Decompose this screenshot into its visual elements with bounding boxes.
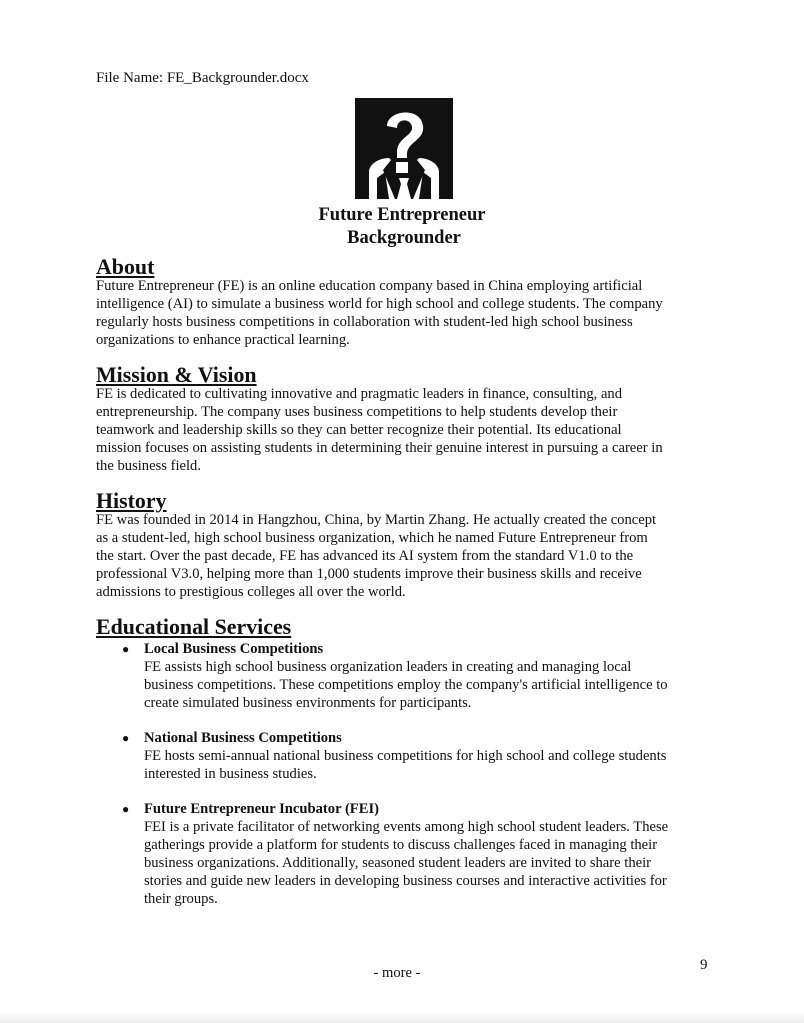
- text-line: the business field.: [96, 458, 201, 474]
- bullet-icon: ●: [122, 642, 130, 656]
- document-body: [96, 254, 716, 925]
- service-description: [144, 658, 716, 712]
- text-line: create simulated business environments for participants.: [144, 695, 472, 711]
- section-body-about: [96, 277, 716, 349]
- document-title-line-2: Backgrounder: [347, 228, 461, 248]
- text-line: FEI is a private facilitator of networking events among high school student leaders. These: [144, 819, 669, 835]
- bullet-icon: ●: [122, 731, 130, 745]
- service-name: Future Entrepreneur Incubator (FEI): [144, 801, 379, 817]
- service-name: National Business Competitions: [144, 730, 342, 746]
- section-about: [96, 254, 716, 349]
- question-mark-person-icon: [355, 98, 453, 199]
- file-name-label: File Name: FE_Backgrounder.docx: [96, 70, 309, 86]
- page-number: 9: [700, 957, 708, 973]
- text-line: entrepreneurship. The company uses business competitions to help students develop their: [96, 404, 618, 420]
- service-description: [144, 747, 716, 783]
- section-heading-about: About: [96, 254, 155, 279]
- section-body-history: [96, 511, 716, 601]
- section-mission-vision: [96, 362, 716, 475]
- text-line: FE hosts semi-annual national business competitions for high school and college students: [144, 748, 667, 764]
- text-line: their groups.: [144, 891, 218, 907]
- text-line: Future Entrepreneur (FE) is an online education company based in China employing artificial: [96, 278, 643, 294]
- section-heading-educational-services: Educational Services: [96, 614, 292, 639]
- service-name: Local Business Competitions: [144, 641, 324, 657]
- text-line: mission focuses on assisting students in determining their genuine interest in pursuing a career in: [96, 440, 663, 456]
- text-line: as a student-led, high school business organization, which he named Future Entrepreneur from: [96, 530, 648, 546]
- more-marker: - more -: [373, 965, 421, 981]
- bullet-icon: ●: [122, 802, 130, 816]
- section-educational-services: [96, 614, 716, 908]
- section-heading-mission-vision: Mission & Vision: [96, 362, 257, 387]
- text-line: FE assists high school business organization leaders in creating and managing local: [144, 659, 632, 675]
- text-line: regularly hosts business competitions in collaboration with student-led high school business: [96, 314, 633, 330]
- text-line: business organizations. Additionally, seasoned student leaders are invited to share their: [144, 855, 652, 871]
- service-item-local-business-competitions: [96, 640, 716, 712]
- logo: [355, 98, 453, 199]
- text-line: organizations to enhance practical learning.: [96, 332, 350, 348]
- section-heading-history: History: [96, 488, 167, 513]
- question-mark-dot: [396, 162, 408, 173]
- text-line: interested in business studies.: [144, 766, 317, 782]
- text-line: professional V3.0, helping more than 1,000 students improve their business skills and receive: [96, 566, 642, 582]
- text-line: intelligence (AI) to simulate a business world for high school and college students. The company: [96, 296, 663, 312]
- document-title-line-1: Future Entrepreneur: [318, 205, 486, 225]
- section-body-mission-vision: [96, 385, 716, 475]
- text-line: admissions to prestigious colleges all over the world.: [96, 584, 406, 600]
- text-line: the start. Over the past decade, FE has advanced its AI system from the standard V1.0 to the: [96, 548, 634, 564]
- service-item-national-business-competitions: [96, 729, 716, 783]
- text-line: gatherings provide a platform for students to discuss challenges faced in managing their: [144, 837, 658, 853]
- text-line: stories and guide new leaders in developing business courses and interactive activities for: [144, 873, 667, 889]
- service-description: [144, 818, 716, 908]
- services-list: [96, 640, 716, 908]
- page-bottom-edge: [0, 1011, 804, 1023]
- service-item-future-entrepreneur-incubator: [96, 800, 716, 908]
- text-line: FE was founded in 2014 in Hangzhou, China, by Martin Zhang. He actually created the concept: [96, 512, 657, 528]
- text-line: business competitions. These competitions employ the company's artificial intelligence to: [144, 677, 668, 693]
- section-history: [96, 488, 716, 601]
- text-line: teamwork and leadership skills so they can better recognize their potential. Its educational: [96, 422, 622, 438]
- text-line: FE is dedicated to cultivating innovative and pragmatic leaders in finance, consulting, and: [96, 386, 623, 402]
